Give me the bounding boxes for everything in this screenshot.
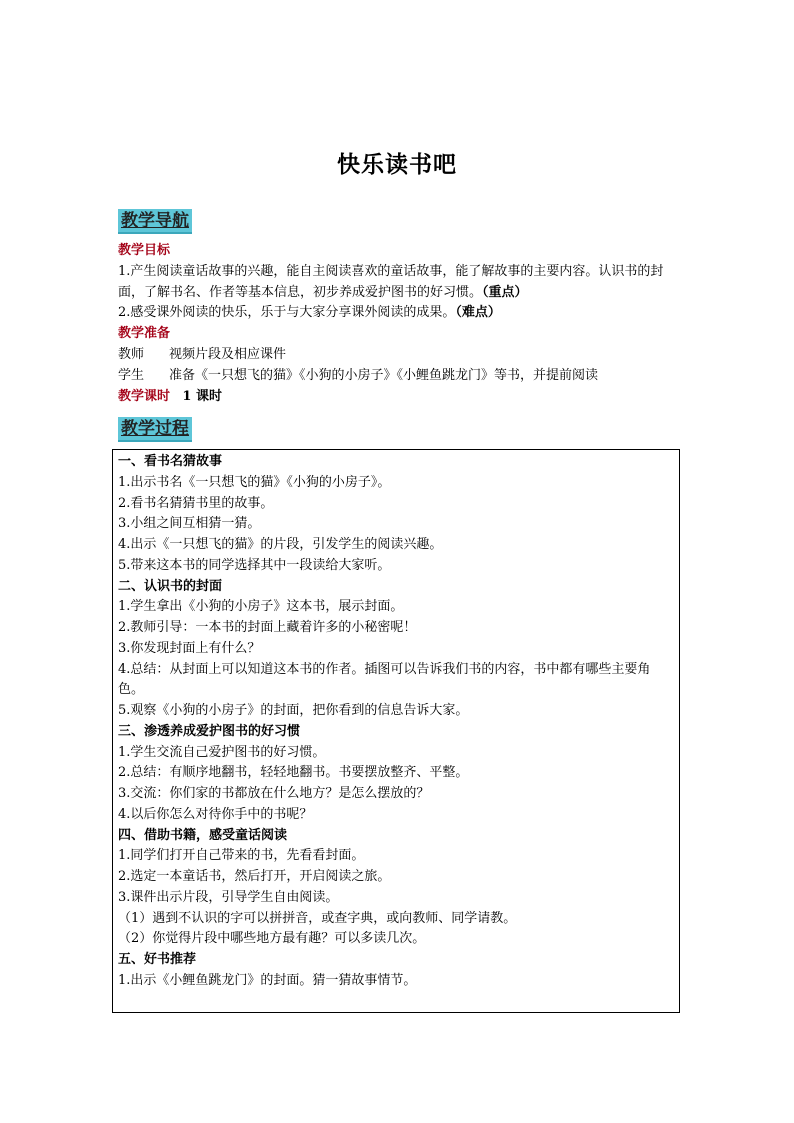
section-heading-guide: 教学导航 [118, 209, 192, 234]
process-line: 1.出示书名《一只想飞的猫》《小狗的小房子》。 [118, 474, 391, 490]
prep-teacher [118, 345, 678, 366]
process-line: 5.带来这本书的同学选择其中一段读给大家听。 [118, 557, 391, 573]
process-line: 2.教师引导：一本书的封面上藏着许多的小秘密呢！ [118, 620, 417, 635]
process-line: 3.你发现封面上有什么？ [118, 640, 261, 656]
process-line: 2.总结：有顺序地翻书，轻轻地翻书。书要摆放整齐、平整。 [118, 765, 469, 781]
process-step-heading: 三、渗透养成爱护图书的好习惯 [118, 723, 301, 739]
process-line: 1.同学们打开自己带来的书，先看看封面。 [118, 848, 365, 864]
process-line: 3.课件出示片段，引导学生自由阅读。 [118, 889, 339, 905]
goal-1-text: 1.产生阅读童话故事的兴趣，能自主阅读喜欢的童话故事，能了解故事的主要内容。认识书的封面，了解书名、作者等基本信息，初步养成爱护图书的好习惯。 [118, 263, 664, 300]
process-line: （2）你觉得片段中哪些地方最有趣？可以多读几次。 [118, 931, 426, 947]
process-line: 2.选定一本童话书，然后打开，开启阅读之旅。 [118, 869, 391, 884]
goal-2-tag: （难点） [455, 305, 501, 321]
prep-label: 教学准备 [118, 326, 171, 342]
process-line: 4.出示《一只想飞的猫》的片段，引发学生的阅读兴趣。 [118, 537, 443, 552]
process-line: 1.学生拿出《小狗的小房子》这本书，展示封面。 [118, 599, 404, 615]
prep-student [118, 366, 678, 387]
process-step-heading: 四、借助书籍，感受童话阅读 [118, 827, 288, 843]
goal-2-text: 2.感受课外阅读的快乐，乐于与大家分享课外阅读的成果。 [118, 305, 456, 321]
process-box [112, 449, 680, 1013]
process-line: 2.看书名猜猜书里的故事。 [118, 495, 274, 511]
process-line: 3.交流：你们家的书都放在什么地方？是怎么摆放的？ [118, 786, 430, 801]
process-line: 5.观察《小狗的小房子》的封面，把你看到的信息告诉大家。 [118, 703, 469, 718]
process-line: 3.小组之间互相猜一猜。 [118, 516, 261, 532]
process-line: 4.总结：从封面上可以知道这本书的作者。插图可以告诉我们书的内容，书中都有哪些主要角色。 [118, 661, 651, 698]
prep-teacher-role: 教师 [118, 346, 145, 362]
process-lines [118, 452, 674, 992]
goal-2 [118, 303, 678, 324]
process-line: 4.以后你怎么对待你手中的书呢？ [118, 806, 313, 822]
hours-row [118, 387, 678, 408]
prep-student-role: 学生 [118, 367, 145, 383]
page-title: 快乐读书吧 [337, 152, 457, 178]
prep-student-text: 准备《一只想飞的猫》《小狗的小房子》《小鲤鱼跳龙门》等书，并提前阅读 [169, 367, 599, 383]
hours-value: 1 课时 [182, 388, 222, 404]
process-step-heading: 二、认识书的封面 [118, 578, 223, 594]
prep-teacher-text: 视频片段及相应课件 [169, 346, 287, 362]
section-heading-process: 教学过程 [118, 417, 192, 442]
goal-1-tag: （重点） [482, 284, 528, 300]
process-line: （1）遇到不认识的字可以拼拼音，或查字典，或向教师、同学请教。 [118, 910, 517, 926]
process-step-heading: 五、好书推荐 [118, 952, 197, 967]
goals-label: 教学目标 [118, 243, 171, 258]
goal-1 [118, 262, 678, 304]
process-line: 1.出示《小鲤鱼跳龙门》的封面。猜一猜故事情节。 [118, 972, 417, 988]
hours-label: 教学课时 [118, 388, 171, 404]
process-step-heading: 一、看书名猜故事 [118, 454, 223, 469]
guide-section [118, 241, 678, 407]
process-line: 1.学生交流自己爱护图书的好习惯。 [118, 744, 326, 760]
